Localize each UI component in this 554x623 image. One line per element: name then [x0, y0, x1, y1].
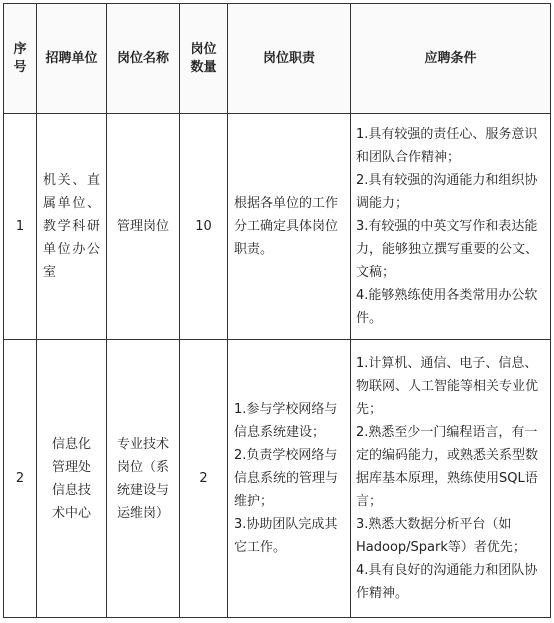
- row-quota: 2: [180, 340, 228, 618]
- duty-item: 2.负责学校网络与信息系统的管理与维护；: [234, 448, 339, 509]
- row-index: 2: [4, 340, 37, 618]
- row-quota: 10: [180, 114, 228, 340]
- header-duties: 岗位职责: [228, 4, 351, 114]
- row-index: 1: [4, 114, 37, 340]
- requirement-item: 1.具有较强的责任心、服务意识和团队合作精神；: [356, 127, 538, 165]
- duty-item: 1.参与学校网络与信息系统建设；: [234, 402, 338, 440]
- table-row: [4, 114, 551, 340]
- requirement-item: 1.计算机、通信、电子、信息、物联网、人工智能等相关专业优先；: [356, 356, 539, 417]
- row-requirements: [351, 340, 551, 618]
- requirement-item: 3.有较强的中英文写作和表达能力，能够独立撰写重要的公文、文稿；: [356, 219, 539, 280]
- table-row: [4, 340, 551, 618]
- row-duties: [228, 114, 351, 340]
- header-index: 序号: [4, 4, 37, 114]
- header-row: [4, 4, 551, 114]
- header-quota: 岗位数量: [180, 4, 228, 114]
- header-requirements: 应聘条件: [351, 4, 551, 114]
- row-position: 专业技术岗位（系统建设与运维岗）: [107, 340, 180, 618]
- row-unit: 信息化管理处信息技术中心: [37, 340, 107, 618]
- row-position: 管理岗位: [107, 114, 180, 340]
- duty-item: 根据各单位的工作分工确定具体岗位职责。: [234, 196, 339, 257]
- row-requirements: [351, 114, 551, 340]
- requirement-item: 4.能够熟练使用各类常用办公软件。: [356, 288, 538, 326]
- header-position: 岗位名称: [107, 4, 180, 114]
- recruitment-table: [3, 3, 551, 618]
- requirement-item: 2.具有较强的沟通能力和组织协调能力；: [356, 173, 538, 211]
- requirement-item: 4.具有良好的沟通能力和团队协作精神。: [356, 563, 538, 601]
- requirement-item: 3.熟悉大数据分析平台（如Hadoop/Spark等）者优先；: [356, 517, 526, 555]
- header-unit: 招聘单位: [37, 4, 107, 114]
- requirement-item: 2.熟悉至少一门编程语言，有一定的编码能力，或熟悉关系型数据库基本原理，熟练使用SQL语言；: [356, 425, 539, 509]
- duty-item: 3.协助团队完成其它工作。: [234, 517, 338, 555]
- row-duties: [228, 340, 351, 618]
- row-unit: 机关、直属单位、教学科研单位办公室: [37, 114, 107, 340]
